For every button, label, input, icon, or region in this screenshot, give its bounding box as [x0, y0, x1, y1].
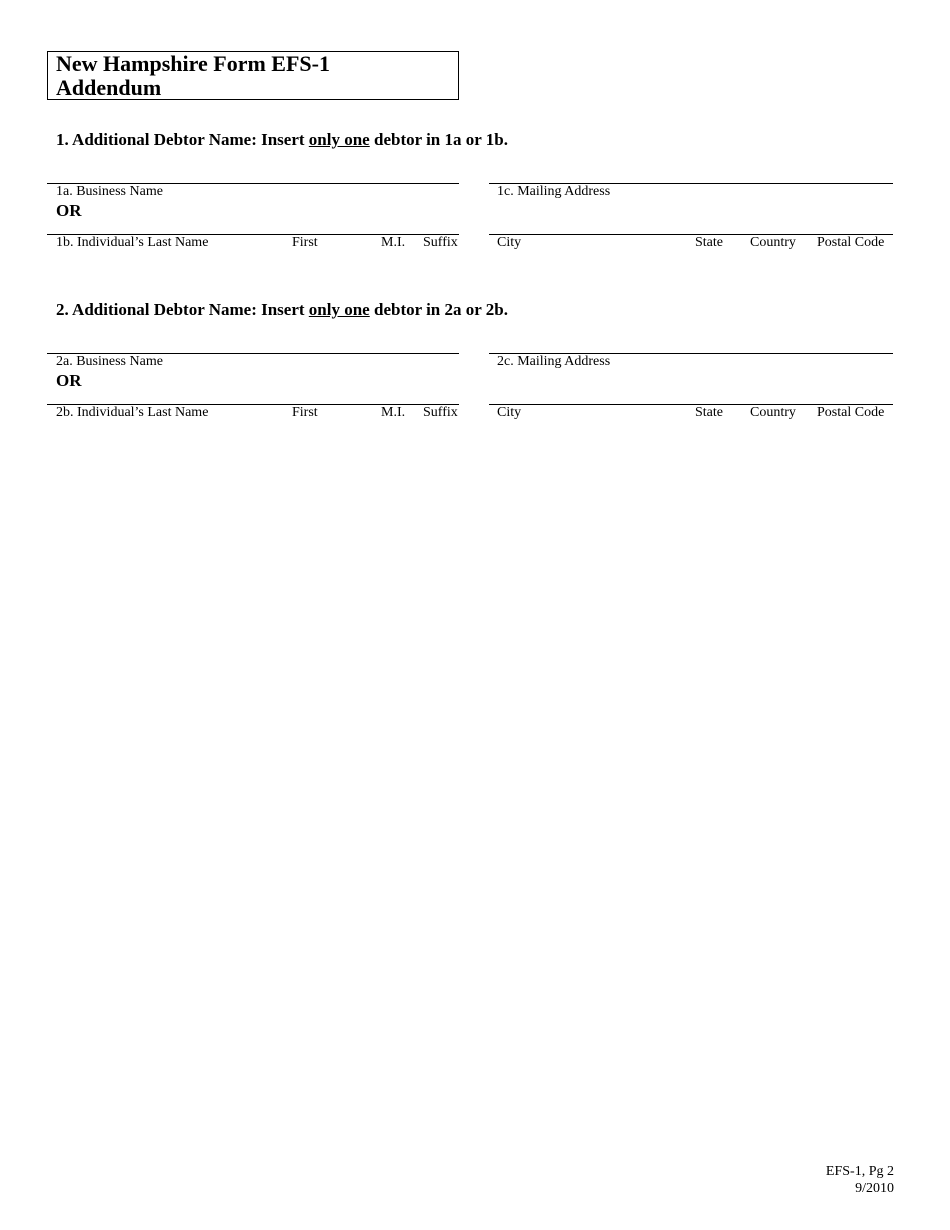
section-1-country-field[interactable]: Country — [750, 235, 796, 250]
section-2-first-name-field[interactable]: First — [292, 405, 318, 420]
section-2-state-field[interactable]: State — [695, 405, 723, 420]
form-subtitle: Addendum — [56, 75, 162, 100]
section-2-individual-last-name-field[interactable]: 2b. Individual’s Last Name — [56, 405, 209, 420]
section-2-mailing-address-field[interactable]: 2c. Mailing Address — [497, 354, 611, 369]
section-2-middle-initial-field[interactable]: M.I. — [381, 405, 406, 420]
section-1-individual-last-name-field[interactable]: 1b. Individual’s Last Name — [56, 235, 209, 250]
section-1-business-name-field[interactable]: 1a. Business Name — [56, 184, 163, 199]
section-1-city-field[interactable]: City — [497, 235, 522, 250]
section-1-heading: 1. Additional Debtor Name: Insert only one debtor in 1a or 1b. — [56, 130, 508, 149]
section-1-middle-initial-field[interactable]: M.I. — [381, 235, 406, 250]
section-1-postal-code-field[interactable]: Postal Code — [817, 235, 885, 250]
section-2-business-name-field[interactable]: 2a. Business Name — [56, 354, 163, 369]
section-2-heading: 2. Additional Debtor Name: Insert only one debtor in 2a or 2b. — [56, 300, 508, 319]
form-title: New Hampshire Form EFS-1 — [56, 51, 330, 76]
page-footer — [826, 1163, 894, 1197]
section-2-postal-code-field[interactable]: Postal Code — [817, 405, 885, 420]
section-2-or-label: OR — [56, 371, 82, 390]
footer-page-ref: EFS-1, Pg 2 — [825, 1164, 894, 1179]
section-1-mailing-address-field[interactable]: 1c. Mailing Address — [497, 184, 611, 199]
section-1-or-label: OR — [56, 201, 82, 220]
section-1-suffix-field[interactable]: Suffix — [423, 235, 458, 250]
section-1-first-name-field[interactable]: First — [292, 235, 318, 250]
footer-date: 9/2010 — [855, 1181, 894, 1196]
section-2-city-field[interactable]: City — [497, 405, 522, 420]
section-1-state-field[interactable]: State — [695, 235, 723, 250]
section-2-country-field[interactable]: Country — [750, 405, 796, 420]
section-2-suffix-field[interactable]: Suffix — [423, 405, 458, 420]
form-title-box — [47, 51, 459, 100]
